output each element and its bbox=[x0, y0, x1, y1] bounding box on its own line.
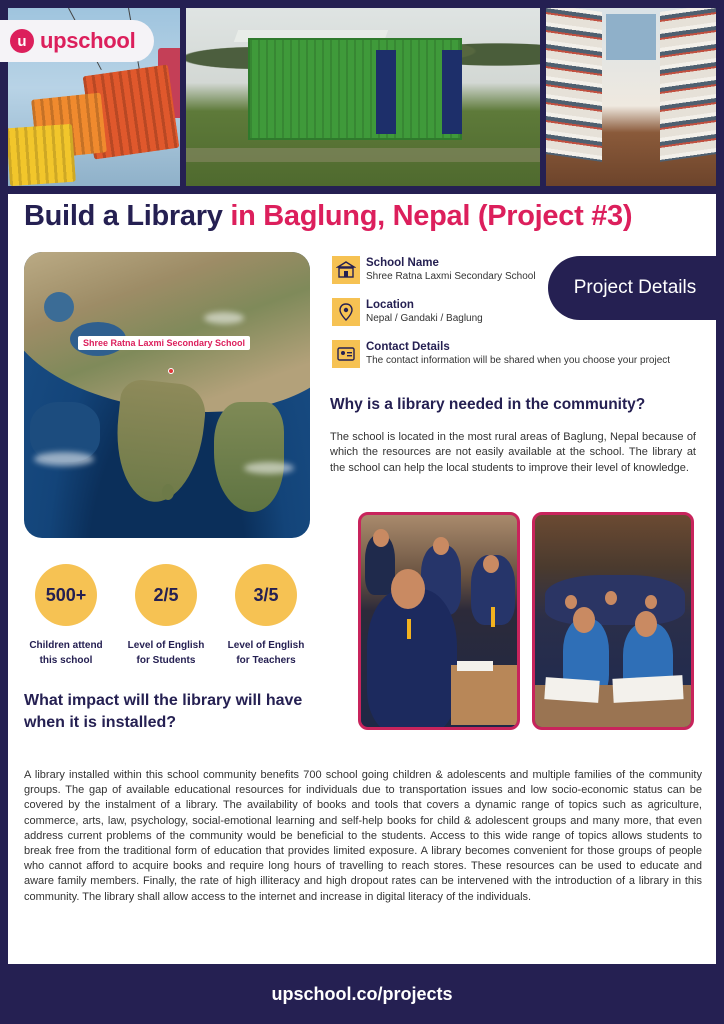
stat-value: 500+ bbox=[35, 564, 97, 626]
impact-text: A library installed within this school community benefits 700 school going children & adolescents and multiple families of the community groups. The gap of available educational resources for individuals due to transportation issues and low socio-economic status can be covered by the instalment of a library. The availability of books and tools that covers a dynamic range of topics such as agriculture, commerce, arts, law, psychology, social-emotional learning and self-help books for child & adolescent groups and many more, that even address current problems of the community would be beneficial to the students. Access to this wide range of topics allows students to break free from the traditional form of education that provides limited exposure. A library becomes convenient for those groups of people who cannot afford to acquire books and require long hours of travelling to reach stores. These resources can be used to educate and aware family members. Finally, the rate of high illiteracy and high dropout rates can be intervened with the introduction of a library in this community. The library shall allow access to the internet and increase in digital literacy of the individuals. bbox=[24, 769, 702, 903]
project-details-tab[interactable]: Project Details bbox=[548, 256, 716, 320]
impact-heading: What impact will the library will have when it is installed? bbox=[24, 692, 303, 731]
school-name-label: School Name bbox=[366, 257, 439, 269]
stat-english-teachers bbox=[218, 564, 314, 668]
why-heading: Why is a library needed in the community? bbox=[330, 396, 646, 413]
upschool-logo-icon: u bbox=[10, 29, 34, 53]
container-library-photo bbox=[186, 8, 540, 186]
classroom-photo-girls bbox=[532, 512, 694, 730]
stat-value: 2/5 bbox=[135, 564, 197, 626]
map-pin-icon bbox=[168, 368, 174, 374]
why-text: The school is located in the most rural areas of Baglung, Nepal because of which the resources are not easily available at the school. The library at the school can help the local students to improve their level of knowledge. bbox=[330, 431, 696, 474]
school-name-value: Shree Ratna Laxmi Secondary School bbox=[366, 271, 536, 282]
location-value: Nepal / Gandaki / Baglung bbox=[366, 313, 483, 324]
contact-card-icon bbox=[332, 340, 360, 368]
location-pin-icon bbox=[332, 298, 360, 326]
contact-label: Contact Details bbox=[366, 341, 450, 353]
stat-label: Children attend this school bbox=[29, 640, 103, 666]
location-map bbox=[24, 252, 310, 538]
stat-label: Level of English for Teachers bbox=[227, 640, 305, 666]
school-name-row bbox=[332, 256, 536, 284]
contact-value: The contact information will be shared when you choose your project bbox=[366, 355, 671, 366]
school-icon bbox=[332, 256, 360, 284]
page-title bbox=[24, 200, 632, 233]
map-school-label: Shree Ratna Laxmi Secondary School bbox=[78, 336, 250, 350]
stat-children bbox=[18, 564, 114, 668]
footer-url-link[interactable]: upschool.co/projects bbox=[271, 984, 453, 1004]
logo-wordmark: upschool bbox=[40, 28, 136, 53]
stat-value: 3/5 bbox=[235, 564, 297, 626]
classroom-photo-students bbox=[358, 512, 520, 730]
library-interior-photo bbox=[546, 8, 716, 186]
location-label: Location bbox=[366, 299, 414, 311]
stat-english-students bbox=[118, 564, 214, 668]
title-highlight: in Baglung, Nepal (Project #3) bbox=[230, 200, 633, 232]
title-main: Build a Library bbox=[24, 200, 231, 232]
location-row bbox=[332, 298, 483, 326]
upschool-logo[interactable] bbox=[0, 20, 154, 62]
contact-row bbox=[332, 340, 670, 368]
stat-label: Level of English for Students bbox=[127, 640, 205, 666]
